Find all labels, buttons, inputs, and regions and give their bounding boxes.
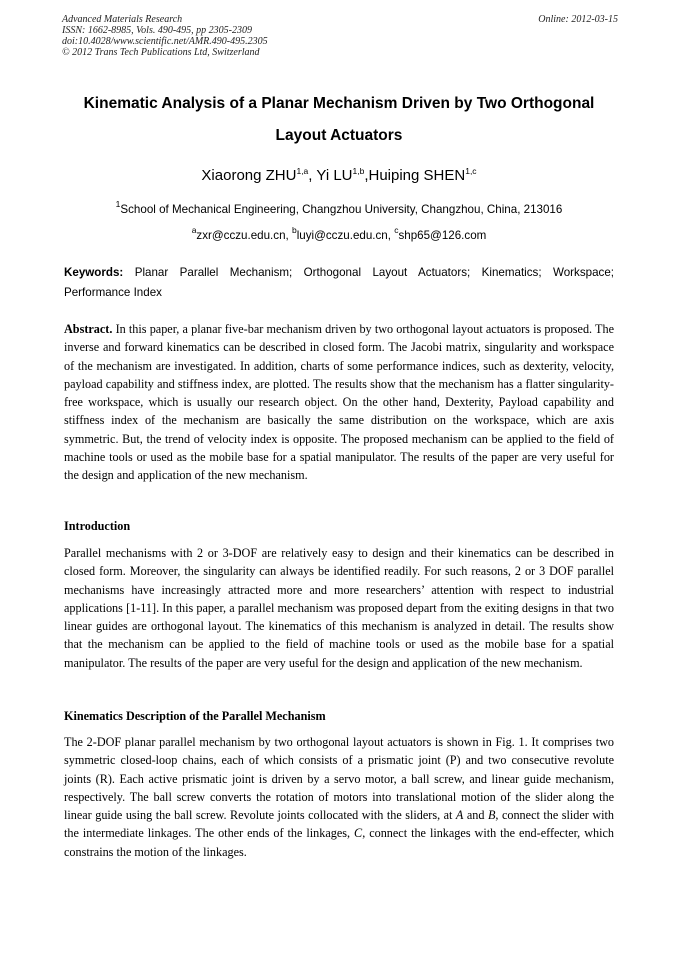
abstract-text: In this paper, a planar five-bar mechanism driven by two orthogonal layout actuators is proposed. The inverse and forward kinematics can be described in closed form. The Jacobi matrix, singularity and workspace of the mechanism are investigated. In addition, charts of some performance indices, such as dexterity, velocity, payload capability and stiffness index, are plotted. The results show that the mechanism has a flatter singularity-free workspace, which is usually our research object. On the other hand, Dexterity, Payload capability and stiffness index of the mechanism are basically the same distribution on the workspace, which are axis symmetric. But, the trend of velocity index is opposite. The proposed mechanism can be applied to the field of machine tools or used as the mobile base for a spatial manipulator. The results of the paper are very useful for the design and application of the new mechanism.: [64, 322, 615, 483]
title-line-1: Kinematic Analysis of a Planar Mechanism Driven by Two Orthogonal: [83, 95, 595, 112]
keywords-text: Planar Parallel Mechanism; Orthogonal Layout Actuators; Kinematics; Workspace; Performance Index: [64, 266, 614, 299]
doi-line: doi:10.4028/www.scientific.net/AMR.490-495.2305: [62, 36, 268, 47]
email-link[interactable]: shp65@126.com: [398, 229, 487, 242]
author-superscript: 1,c: [465, 166, 477, 176]
author-name: Yi LU: [316, 167, 353, 184]
email-superscript: a: [191, 225, 197, 235]
introduction-text: Parallel mechanisms with 2 or 3-DOF are relatively easy to design and their kinematics can be described in closed form. Moreover, the singularity can always be identified readily. For such reasons, 2 or 3 DOF parallel mechanisms have increasingly attracted more and more researchers’ attention with respect to industrial applications [1-11]. In this paper, a parallel mechanism was proposed depart from the exiting designs in that two linear guides are orthogonal layout. The kinematics of this mechanism is analyzed in detail. The results show that the mechanism can be applied to the field of machine tools or used as the mobile base for a spatial manipulator. The results of the paper are very useful for the design and application of the new mechanism.: [64, 546, 614, 670]
abstract-section: [64, 320, 614, 485]
author-list: Xiaorong ZHU$^{1,a}$, Yi LU$^{1,b}$,Huiping SHEN$^{1,c}$: [201, 166, 477, 184]
variable-c: C: [354, 826, 363, 841]
author-superscript: 1,b: [352, 166, 365, 176]
issn-line: ISSN: 1662-8985, Vols. 490-495, pp 2305-2309: [62, 25, 252, 36]
kinematics-text: [64, 733, 614, 861]
affiliation: [40, 199, 638, 216]
email-superscript: c: [394, 225, 399, 235]
author-name: Xiaorong ZHU: [201, 167, 297, 184]
affiliation-text: School of Mechanical Engineering, Changzhou University, Changzhou, China, 213016: [120, 203, 563, 216]
online-date: Online: 2012-03-15: [538, 14, 618, 25]
abstract-label: Abstract.: [64, 322, 113, 336]
body-text: , connect the slider with the intermediate linkages. The other ends of the linkages,: [64, 808, 614, 841]
journal-header: [62, 14, 618, 58]
paper-title: [40, 88, 638, 152]
copyright-line: © 2012 Trans Tech Publications Ltd, Switzerland: [62, 47, 260, 58]
body-text: , connect the linkages with the end-effecter, which constrains the motion of the linkages.: [64, 826, 614, 859]
body-text: The 2-DOF planar parallel mechanism by two orthogonal layout actuators is shown in Fig. 1. It comprises two symmetric closed-loop chains, each of which consists of a prismatic joint (P) and two consecutive revolute joints (R). Each active prismatic joint is driven by a servo motor, a ball screw, and linear guide mechanism, respectively. The ball screw converts the rotation of motors into translational motion of the slider along the linear guide using the ball screw. Revolute joints collocated with the sliders, at: [64, 735, 614, 823]
title-line-2: Layout Actuators: [275, 127, 403, 144]
author-emails: [40, 225, 638, 242]
email-link[interactable]: luyi@cczu.edu.cn,: [296, 229, 391, 242]
body-text: and: [463, 808, 488, 823]
variable-b: B: [487, 808, 496, 823]
email-superscript: b: [291, 225, 297, 235]
section-heading-kinematics: Kinematics Description of the Parallel Mechanism: [64, 709, 326, 723]
keywords-section: [64, 263, 614, 303]
section-heading-introduction: Introduction: [64, 519, 131, 533]
variable-a: A: [455, 808, 464, 823]
keywords-label: Keywords:: [64, 266, 124, 279]
author-name: Huiping SHEN: [368, 167, 466, 184]
email-link[interactable]: zxr@cczu.edu.cn,: [196, 229, 289, 242]
journal-name: Advanced Materials Research: [62, 14, 183, 25]
author-superscript: 1,a: [296, 166, 309, 176]
affiliation-superscript: 1: [115, 199, 121, 209]
